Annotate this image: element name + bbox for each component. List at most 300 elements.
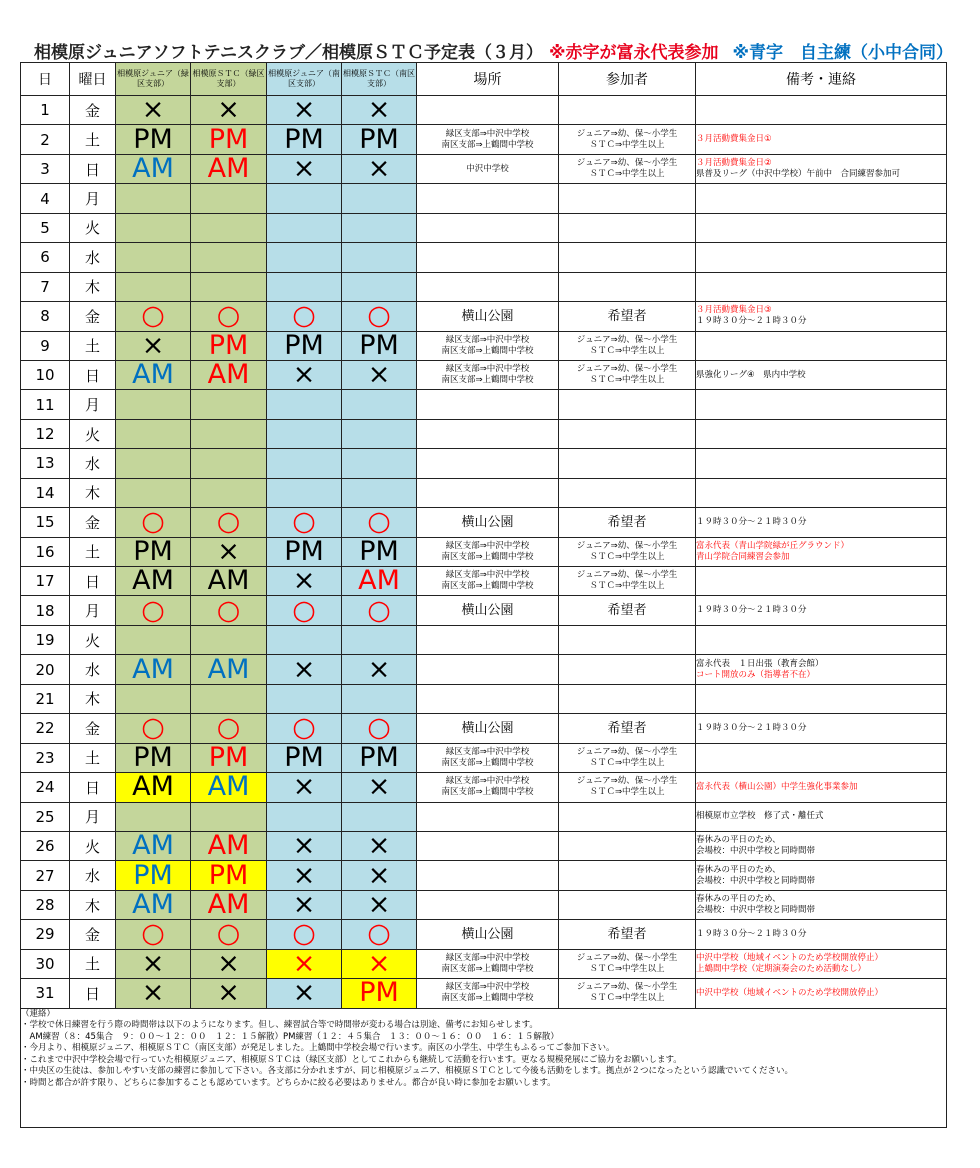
note-line: 富永代表 １日出張（教育会館） xyxy=(696,658,824,669)
mark-junior-midori xyxy=(116,714,191,743)
table-row xyxy=(21,949,947,978)
mark-value: PM xyxy=(133,537,173,567)
place-line: 南区支部⇒上鶴間中学校 xyxy=(441,757,534,768)
mark-value: × xyxy=(367,890,391,920)
mark-stc-midori xyxy=(191,272,267,301)
mark-junior-minami xyxy=(267,714,342,743)
mark-stc-minami xyxy=(342,979,417,1008)
mark-value: AM xyxy=(207,772,250,802)
contact-line: （連絡） xyxy=(21,1008,56,1019)
mark-value: ○ xyxy=(141,713,165,744)
mark-stc-midori xyxy=(191,743,267,772)
table-row xyxy=(21,478,947,507)
table-row xyxy=(21,861,947,890)
day-of-week: 水 xyxy=(70,655,116,684)
mark-junior-minami xyxy=(267,508,342,537)
mark-junior-midori xyxy=(116,773,191,802)
place-line: 緑区支部⇒中沢中学校 xyxy=(445,570,530,581)
place-line: 緑区支部⇒中沢中学校 xyxy=(445,952,530,963)
notes-cell xyxy=(696,213,947,242)
mark-junior-midori xyxy=(116,272,191,301)
schedule-body xyxy=(21,96,947,1009)
mark-value: ○ xyxy=(367,595,391,626)
notes-cell xyxy=(696,773,947,802)
mark-value: ○ xyxy=(141,507,165,538)
place-line: 緑区支部⇒中沢中学校 xyxy=(445,746,530,757)
day-of-week: 日 xyxy=(70,773,116,802)
mark-value: × xyxy=(217,537,240,567)
notes-cell xyxy=(696,96,947,125)
mark-stc-midori xyxy=(191,920,267,949)
mark-stc-minami xyxy=(342,508,417,537)
table-row xyxy=(21,390,947,419)
place-cell xyxy=(417,272,559,301)
day-number: 24 xyxy=(21,773,70,802)
notes-cell xyxy=(696,390,947,419)
mark-stc-midori xyxy=(191,360,267,389)
note-line: 県強化リーグ④ 県内中学校 xyxy=(696,369,806,380)
mark-junior-midori xyxy=(116,596,191,625)
participants-cell xyxy=(559,508,696,537)
mark-value: PM xyxy=(208,743,249,773)
day-number: 8 xyxy=(21,302,70,331)
place-line: 横山公園 xyxy=(461,514,514,530)
mark-value: AM xyxy=(132,831,174,861)
place-cell xyxy=(417,331,559,360)
day-number: 22 xyxy=(21,714,70,743)
day-number: 29 xyxy=(21,920,70,949)
mark-value: ○ xyxy=(292,713,316,744)
table-row xyxy=(21,920,947,949)
mark-junior-midori xyxy=(116,243,191,272)
mark-stc-minami xyxy=(342,890,417,919)
mark-value: × xyxy=(367,949,391,979)
mark-value: × xyxy=(141,978,165,1009)
mark-value: PM xyxy=(359,124,399,155)
participants-cell xyxy=(559,537,696,566)
mark-stc-minami xyxy=(342,449,417,478)
mark-junior-minami xyxy=(267,419,342,448)
notes-cell xyxy=(696,625,947,654)
day-number: 10 xyxy=(21,360,70,389)
table-row xyxy=(21,625,947,654)
mark-value: × xyxy=(292,566,316,596)
mark-junior-minami xyxy=(267,449,342,478)
place-cell xyxy=(417,154,559,183)
mark-value: ○ xyxy=(216,507,241,538)
title-red-note: ※赤字が富永代表参加 xyxy=(548,43,719,63)
notes-cell xyxy=(696,360,947,389)
day-of-week: 日 xyxy=(70,360,116,389)
day-number: 15 xyxy=(21,508,70,537)
mark-junior-minami xyxy=(267,478,342,507)
participants-line: ＳＴＣ⇒中学生以上 xyxy=(589,345,665,356)
table-row xyxy=(21,655,947,684)
participants-line: ＳＴＣ⇒中学生以上 xyxy=(589,757,665,768)
mark-stc-minami xyxy=(342,331,417,360)
mark-junior-minami xyxy=(267,861,342,890)
day-of-week: 水 xyxy=(70,243,116,272)
place-cell xyxy=(417,596,559,625)
mark-stc-minami xyxy=(342,802,417,831)
contact-line: ・時間と都合が許す限り、どちらに参加することも認めています。どちらかに絞る必要はありません。都合が良い時に参加をお願いします。 xyxy=(21,1077,556,1088)
mark-value: AM xyxy=(132,566,174,596)
day-number: 11 xyxy=(21,390,70,419)
notes-cell xyxy=(696,184,947,213)
mark-value: PM xyxy=(208,331,249,361)
participants-cell xyxy=(559,831,696,860)
participants-cell xyxy=(559,302,696,331)
mark-value: ○ xyxy=(292,507,316,538)
participants-cell xyxy=(559,360,696,389)
contact-line: ・学校で休日練習を行う際の時間帯は以下のようになります。但し、練習試合等で時間帯が変わる場合は別途、備考にお知らせします。 xyxy=(21,1020,538,1031)
notes-cell xyxy=(696,449,947,478)
participants-cell xyxy=(559,272,696,301)
mark-stc-minami xyxy=(342,390,417,419)
participants-cell xyxy=(559,419,696,448)
mark-stc-midori xyxy=(191,508,267,537)
note-line: 会場校：中沢中学校と同時間帯 xyxy=(696,875,816,886)
participants-cell xyxy=(559,684,696,713)
notes-cell xyxy=(696,831,947,860)
mark-stc-minami xyxy=(342,596,417,625)
participants-cell xyxy=(559,949,696,978)
day-number: 16 xyxy=(21,537,70,566)
participants-cell xyxy=(559,243,696,272)
mark-stc-minami xyxy=(342,949,417,978)
mark-value: PM xyxy=(133,860,173,891)
contact-line: ・今月より、相模原ジュニア、相模原ＳＴＣ（南区支部）が発足しました。上鶴間中学校会場で行います。南区の小学生、中学生もふるってご参加下さい。 xyxy=(21,1043,615,1054)
participants-line: ＳＴＣ⇒中学生以上 xyxy=(589,787,665,798)
participants-cell xyxy=(559,567,696,596)
mark-value: × xyxy=(367,831,391,861)
table-row xyxy=(21,890,947,919)
mark-stc-midori xyxy=(191,125,267,154)
header-dow: 曜日 xyxy=(70,63,116,96)
place-cell xyxy=(417,920,559,949)
mark-junior-minami xyxy=(267,125,342,154)
mark-junior-minami xyxy=(267,949,342,978)
page-title xyxy=(34,38,953,63)
mark-value: PM xyxy=(208,860,249,891)
place-cell xyxy=(417,714,559,743)
participants-line: ＳＴＣ⇒中学生以上 xyxy=(589,169,665,180)
mark-stc-minami xyxy=(342,272,417,301)
place-cell xyxy=(417,567,559,596)
mark-junior-midori xyxy=(116,743,191,772)
header-day: 日 xyxy=(21,63,70,96)
notes-cell xyxy=(696,243,947,272)
mark-stc-minami xyxy=(342,243,417,272)
notes-cell xyxy=(696,419,947,448)
mark-junior-midori xyxy=(116,567,191,596)
mark-value: × xyxy=(292,360,316,390)
participants-cell xyxy=(559,920,696,949)
note-line: 中沢中学校（地域イベントのため学校開放停止） xyxy=(696,987,884,998)
mark-value: AM xyxy=(207,566,250,596)
note-line: ３月活動費集金日② xyxy=(696,158,772,169)
participants-cell xyxy=(559,96,696,125)
table-row xyxy=(21,979,947,1008)
participants-cell xyxy=(559,625,696,654)
participants-line: ＳＴＣ⇒中学生以上 xyxy=(589,551,665,562)
header-row xyxy=(21,63,947,96)
table-row xyxy=(21,596,947,625)
notes-cell xyxy=(696,949,947,978)
place-line: 南区支部⇒上鶴間中学校 xyxy=(441,581,534,592)
mark-value: × xyxy=(292,654,316,685)
mark-value: × xyxy=(367,654,391,685)
mark-junior-minami xyxy=(267,390,342,419)
participants-line: 希望者 xyxy=(607,926,647,942)
header-place: 場所 xyxy=(417,63,559,96)
mark-stc-minami xyxy=(342,714,417,743)
note-line: １９時３０分～２１時３０分 xyxy=(696,316,807,327)
note-line: １９時３０分～２１時３０分 xyxy=(696,516,807,527)
place-line: 横山公園 xyxy=(461,603,514,619)
mark-junior-midori xyxy=(116,802,191,831)
table-row xyxy=(21,302,947,331)
day-number: 6 xyxy=(21,243,70,272)
note-line: 富永代表（青山学院緑が丘グラウンド） xyxy=(696,540,850,551)
mark-junior-minami xyxy=(267,272,342,301)
participants-line: ジュニア⇒幼、保～小学生 xyxy=(576,158,678,169)
place-line: 中沢中学校 xyxy=(466,163,509,174)
mark-stc-minami xyxy=(342,125,417,154)
place-line: 横山公園 xyxy=(461,720,514,736)
table-row xyxy=(21,567,947,596)
mark-junior-minami xyxy=(267,890,342,919)
mark-junior-midori xyxy=(116,949,191,978)
mark-stc-minami xyxy=(342,831,417,860)
day-number: 14 xyxy=(21,478,70,507)
place-cell xyxy=(417,743,559,772)
mark-junior-midori xyxy=(116,449,191,478)
mark-value: PM xyxy=(284,537,324,567)
participants-line: 希望者 xyxy=(607,720,647,736)
mark-value: AM xyxy=(132,890,174,920)
participants-cell xyxy=(559,596,696,625)
table-row xyxy=(21,419,947,448)
mark-value: × xyxy=(367,860,391,891)
note-line: １９時３０分～２１時３０分 xyxy=(696,605,807,616)
note-line: １９時３０分～２１時３０分 xyxy=(696,928,807,939)
mark-stc-minami xyxy=(342,213,417,242)
mark-value: × xyxy=(292,772,316,802)
mark-value: ○ xyxy=(141,919,165,950)
title-blue-note: ※青字 自主練（小中合同） xyxy=(732,43,954,63)
participants-cell xyxy=(559,773,696,802)
note-line: ３月活動費集金日③ xyxy=(696,305,772,316)
mark-stc-midori xyxy=(191,949,267,978)
mark-value: × xyxy=(292,949,316,979)
mark-stc-minami xyxy=(342,419,417,448)
mark-stc-minami xyxy=(342,625,417,654)
participants-cell xyxy=(559,979,696,1008)
mark-value: AM xyxy=(132,772,174,802)
participants-cell xyxy=(559,184,696,213)
mark-value: PM xyxy=(284,743,324,773)
mark-value: PM xyxy=(359,978,399,1009)
mark-value: × xyxy=(217,978,240,1009)
notes-cell xyxy=(696,567,947,596)
mark-stc-midori xyxy=(191,154,267,183)
table-row xyxy=(21,537,947,566)
table-row xyxy=(21,714,947,743)
place-cell xyxy=(417,508,559,537)
mark-stc-minami xyxy=(342,567,417,596)
mark-junior-midori xyxy=(116,979,191,1008)
place-line: 南区支部⇒上鶴間中学校 xyxy=(441,139,534,150)
mark-value: × xyxy=(141,331,165,361)
mark-value: PM xyxy=(133,743,173,773)
place-cell xyxy=(417,537,559,566)
mark-stc-midori xyxy=(191,684,267,713)
mark-value: × xyxy=(217,949,240,979)
day-of-week: 土 xyxy=(70,949,116,978)
mark-stc-midori xyxy=(191,596,267,625)
header-notes: 備考・連絡 xyxy=(696,63,947,96)
day-of-week: 木 xyxy=(70,684,116,713)
day-number: 19 xyxy=(21,625,70,654)
notes-cell xyxy=(696,596,947,625)
contact-notes xyxy=(21,1008,947,1127)
participants-line: ＳＴＣ⇒中学生以上 xyxy=(589,993,665,1004)
mark-junior-minami xyxy=(267,743,342,772)
notes-cell xyxy=(696,125,947,154)
day-number: 1 xyxy=(21,96,70,125)
day-of-week: 月 xyxy=(70,390,116,419)
mark-stc-minami xyxy=(342,478,417,507)
mark-junior-minami xyxy=(267,831,342,860)
participants-cell xyxy=(559,125,696,154)
note-line: コート開放のみ（指導者不在） xyxy=(696,669,816,680)
mark-value: ○ xyxy=(367,507,391,538)
mark-junior-midori xyxy=(116,684,191,713)
mark-junior-midori xyxy=(116,419,191,448)
mark-stc-midori xyxy=(191,419,267,448)
place-cell xyxy=(417,213,559,242)
day-of-week: 金 xyxy=(70,714,116,743)
day-number: 28 xyxy=(21,890,70,919)
participants-line: ジュニア⇒幼、保～小学生 xyxy=(576,982,678,993)
mark-value: × xyxy=(367,154,391,184)
place-cell xyxy=(417,302,559,331)
day-of-week: 金 xyxy=(70,508,116,537)
day-number: 23 xyxy=(21,743,70,772)
mark-stc-midori xyxy=(191,979,267,1008)
participants-line: ＳＴＣ⇒中学生以上 xyxy=(589,375,665,386)
notes-cell xyxy=(696,861,947,890)
schedule-table xyxy=(20,62,947,1128)
day-of-week: 水 xyxy=(70,861,116,890)
mark-value: ○ xyxy=(292,919,316,950)
table-row xyxy=(21,508,947,537)
day-of-week: 日 xyxy=(70,567,116,596)
day-number: 13 xyxy=(21,449,70,478)
mark-value: AM xyxy=(132,654,174,685)
place-line: 南区支部⇒上鶴間中学校 xyxy=(441,963,534,974)
mark-junior-minami xyxy=(267,184,342,213)
notes-cell xyxy=(696,979,947,1008)
place-line: 南区支部⇒上鶴間中学校 xyxy=(441,551,534,562)
mark-stc-midori xyxy=(191,567,267,596)
mark-value: × xyxy=(292,95,316,125)
note-line: 会場校：中沢中学校と同時間帯 xyxy=(696,846,816,857)
mark-junior-minami xyxy=(267,567,342,596)
mark-value: × xyxy=(292,154,316,184)
mark-junior-minami xyxy=(267,96,342,125)
day-of-week: 金 xyxy=(70,920,116,949)
mark-value: ○ xyxy=(367,301,391,331)
note-line: 春休みの平日のため、 xyxy=(696,894,781,905)
participants-line: 希望者 xyxy=(607,514,647,530)
mark-junior-minami xyxy=(267,154,342,183)
participants-line: ジュニア⇒幼、保～小学生 xyxy=(576,570,678,581)
place-cell xyxy=(417,890,559,919)
mark-value: ○ xyxy=(141,595,165,626)
table-row xyxy=(21,360,947,389)
notes-cell xyxy=(696,154,947,183)
mark-junior-midori xyxy=(116,625,191,654)
day-of-week: 日 xyxy=(70,979,116,1008)
day-number: 3 xyxy=(21,154,70,183)
mark-value: PM xyxy=(284,331,324,361)
table-row xyxy=(21,831,947,860)
day-number: 9 xyxy=(21,331,70,360)
mark-value: ○ xyxy=(216,301,241,331)
mark-value: × xyxy=(292,978,316,1009)
contact-line: ・中央区の生徒は、参加しやすい支部の練習に参加して下さい。各支部に分かれますが、同じ相模原ジュニア、相模原ＳＴＣとして今後も活動をします。拠点が２つになったという認識でいてください。 xyxy=(21,1066,793,1077)
table-row xyxy=(21,96,947,125)
participants-cell xyxy=(559,890,696,919)
day-number: 5 xyxy=(21,213,70,242)
mark-stc-minami xyxy=(342,154,417,183)
mark-stc-midori xyxy=(191,213,267,242)
day-number: 26 xyxy=(21,831,70,860)
mark-stc-minami xyxy=(342,743,417,772)
mark-value: ○ xyxy=(216,919,241,950)
place-line: 緑区支部⇒中沢中学校 xyxy=(445,982,530,993)
table-row xyxy=(21,684,947,713)
mark-value: ○ xyxy=(216,713,241,744)
mark-junior-minami xyxy=(267,979,342,1008)
mark-stc-minami xyxy=(342,96,417,125)
place-cell xyxy=(417,125,559,154)
mark-value: × xyxy=(292,890,316,920)
participants-line: ＳＴＣ⇒中学生以上 xyxy=(589,581,665,592)
participants-line: ジュニア⇒幼、保～小学生 xyxy=(576,128,678,139)
table-row xyxy=(21,773,947,802)
participants-line: ＳＴＣ⇒中学生以上 xyxy=(589,963,665,974)
mark-junior-minami xyxy=(267,655,342,684)
place-line: 南区支部⇒上鶴間中学校 xyxy=(441,375,534,386)
mark-value: AM xyxy=(132,154,174,184)
participants-cell xyxy=(559,449,696,478)
mark-value: AM xyxy=(207,360,250,390)
mark-value: × xyxy=(367,772,391,802)
notes-cell xyxy=(696,537,947,566)
participants-line: 希望者 xyxy=(607,308,647,324)
place-cell xyxy=(417,243,559,272)
place-cell xyxy=(417,655,559,684)
mark-junior-midori xyxy=(116,154,191,183)
place-cell xyxy=(417,419,559,448)
day-number: 18 xyxy=(21,596,70,625)
mark-junior-midori xyxy=(116,890,191,919)
mark-stc-midori xyxy=(191,478,267,507)
day-number: 21 xyxy=(21,684,70,713)
